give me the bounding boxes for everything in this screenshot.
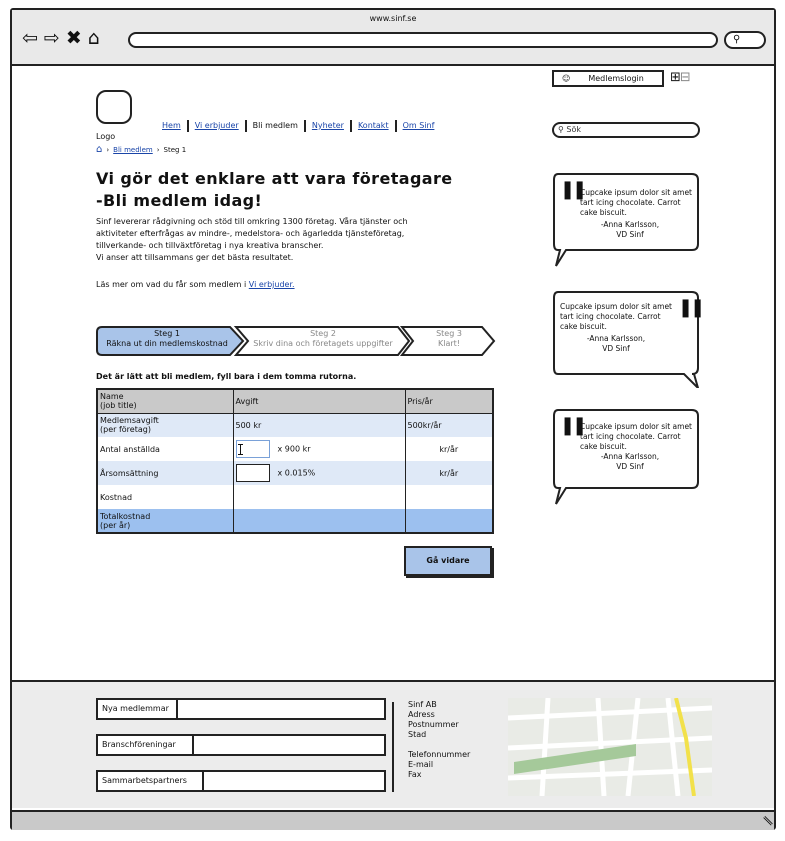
address-bar[interactable] bbox=[128, 32, 718, 48]
intro-text bbox=[96, 216, 506, 264]
read-more-text: Läs mer om vad du får som medlem i bbox=[96, 280, 247, 289]
cost-table bbox=[96, 388, 494, 534]
step-2[interactable] bbox=[246, 329, 400, 349]
arrow-left-icon[interactable]: ⇦ bbox=[22, 27, 38, 49]
quote-author: -Anna Karlsson, VD Sinf bbox=[586, 334, 646, 353]
breadcrumb bbox=[96, 144, 186, 155]
row-label: Antal anställda bbox=[97, 437, 233, 461]
footer-link-label: Sammarbetspartners bbox=[102, 776, 187, 785]
row-label: Kostnad bbox=[97, 485, 233, 509]
divider bbox=[176, 700, 178, 718]
read-more-link[interactable]: Vi erbjuder. bbox=[248, 280, 295, 289]
browser-window bbox=[10, 8, 776, 830]
testimonial-1 bbox=[552, 172, 700, 244]
main-nav bbox=[156, 120, 440, 132]
address-line: Sinf AB bbox=[408, 700, 437, 709]
table-row bbox=[97, 485, 493, 509]
address-line: Telefonnummer bbox=[408, 750, 471, 759]
intro-line: tillverkande- och tillväxtföretag i nya kreativa branscher. bbox=[96, 241, 324, 250]
company-address bbox=[408, 700, 470, 780]
close-icon[interactable]: ✖ bbox=[65, 27, 82, 49]
quote-text: Cupcake ipsum dolor sit amet tart icing chocolate. Carrot cake biscuit. bbox=[580, 422, 693, 451]
member-login-label: Medlemslogin bbox=[588, 74, 644, 83]
step-indicator bbox=[96, 326, 496, 356]
row-avgift: x 900 kr bbox=[277, 444, 311, 454]
footer-link-new-members[interactable] bbox=[96, 698, 386, 720]
quote-icon: ❚❚ bbox=[560, 415, 585, 436]
quote-icon: ❚❚ bbox=[560, 179, 585, 200]
testimonial-2 bbox=[552, 290, 703, 362]
divider bbox=[202, 772, 204, 790]
breadcrumb-current: Steg 1 bbox=[163, 145, 187, 154]
breadcrumb-parent[interactable]: Bli medlem bbox=[113, 145, 153, 154]
home-icon[interactable]: ⌂ bbox=[87, 27, 100, 49]
home-icon[interactable]: ⌂ bbox=[96, 144, 103, 155]
map-graphic bbox=[508, 698, 712, 796]
footer-divider bbox=[392, 702, 394, 792]
table-row-total bbox=[97, 509, 493, 533]
row-pris bbox=[405, 509, 493, 533]
status-bar bbox=[12, 810, 774, 830]
row-pris: 500kr/år bbox=[405, 413, 493, 437]
row-avgift: 500 kr bbox=[233, 413, 405, 437]
turnover-input[interactable] bbox=[236, 464, 270, 482]
address-line: Adress bbox=[408, 710, 435, 719]
row-label: Årsomsättning bbox=[97, 461, 233, 485]
resize-handle-icon[interactable]: ∥ bbox=[760, 813, 774, 828]
nav-about[interactable]: Om Sinf bbox=[402, 121, 435, 130]
table-row bbox=[97, 437, 493, 461]
form-lead: Det är lätt att bli medlem, fyll bara i dem tomma rutorna. bbox=[96, 372, 357, 381]
row-pris: kr/år bbox=[405, 461, 493, 485]
nav-become-member[interactable]: Bli medlem bbox=[247, 120, 306, 132]
grid-icon[interactable]: ⊞ bbox=[670, 70, 680, 85]
browser-chrome bbox=[12, 10, 774, 66]
testimonial-3 bbox=[552, 408, 700, 480]
browser-search-button[interactable] bbox=[724, 31, 766, 49]
row-pris: kr/år bbox=[405, 437, 493, 461]
nav-home[interactable]: Hem bbox=[156, 120, 189, 132]
page-title bbox=[96, 168, 453, 212]
row-avgift: x 0.015% bbox=[277, 468, 316, 478]
step-1[interactable] bbox=[98, 329, 236, 349]
footer-link-trade-associations[interactable] bbox=[96, 734, 386, 756]
table-header: Pris/år bbox=[405, 389, 493, 413]
arrow-right-icon[interactable]: ⇨ bbox=[43, 27, 60, 49]
address-line: E-mail bbox=[408, 760, 434, 769]
read-more bbox=[96, 280, 295, 289]
intro-line: Sinf levererar rådgivning och stöd till omkring 1300 företag. Våra tjänster och bbox=[96, 217, 408, 226]
headline-line2: -Bli medlem idag! bbox=[96, 191, 263, 210]
row-avgift-cell bbox=[233, 461, 405, 485]
logo-label: Logo bbox=[96, 132, 116, 141]
layout-toggle[interactable] bbox=[670, 71, 690, 85]
quote-text: Cupcake ipsum dolor sit amet tart icing chocolate. Carrot cake biscuit. bbox=[580, 188, 693, 217]
chevron-right-icon: › bbox=[106, 145, 110, 154]
table-header: Avgift bbox=[233, 389, 405, 413]
footer bbox=[12, 680, 774, 808]
step-subtitle: Skriv dina och företagets uppgifter bbox=[253, 339, 393, 348]
nav-news[interactable]: Nyheter bbox=[306, 120, 352, 132]
logo[interactable] bbox=[96, 90, 132, 124]
table-row bbox=[97, 413, 493, 437]
quote-author: -Anna Karlsson, VD Sinf bbox=[600, 452, 660, 471]
employees-input[interactable] bbox=[236, 440, 270, 458]
book-icon[interactable]: ⊟ bbox=[679, 70, 690, 85]
row-avgift bbox=[233, 509, 405, 533]
step-3[interactable] bbox=[414, 329, 484, 349]
search-icon: ⚲ bbox=[558, 125, 564, 134]
step-title: Steg 1 bbox=[154, 329, 180, 338]
page-content bbox=[12, 68, 774, 678]
nav-offerings[interactable]: Vi erbjuder bbox=[189, 120, 247, 132]
quote-author: -Anna Karlsson, VD Sinf bbox=[600, 220, 660, 239]
step-title: Steg 3 bbox=[436, 329, 462, 338]
row-label: Medlemsavgift (per företag) bbox=[97, 413, 233, 437]
nav-contact[interactable]: Kontakt bbox=[352, 120, 397, 132]
divider bbox=[192, 736, 194, 754]
footer-link-partners[interactable] bbox=[96, 770, 386, 792]
address-line: Fax bbox=[408, 770, 422, 779]
quote-icon: ❚❚ bbox=[678, 297, 703, 318]
quote-text: Cupcake ipsum dolor sit amet tart icing chocolate. Carrot cake biscuit. bbox=[560, 302, 673, 331]
site-search-input[interactable] bbox=[552, 122, 700, 138]
map[interactable] bbox=[508, 698, 712, 796]
text-cursor-icon bbox=[240, 444, 245, 455]
step-title: Steg 2 bbox=[310, 329, 336, 338]
table-row bbox=[97, 461, 493, 485]
browser-nav bbox=[22, 28, 100, 48]
row-pris bbox=[405, 485, 493, 509]
headline-line1: Vi gör det enklare att vara företagare bbox=[96, 169, 453, 188]
search-placeholder: Sök bbox=[566, 125, 582, 134]
user-icon: ☺ bbox=[562, 74, 571, 83]
step-subtitle: Klart! bbox=[437, 339, 460, 348]
intro-line: aktiviteter efterfrågas av mindre-, medelstora- och ägarledda tjänsteföretag, bbox=[96, 229, 405, 238]
address-spacer bbox=[408, 740, 470, 750]
next-button[interactable]: Gå vidare bbox=[404, 546, 492, 576]
chevron-right-icon: › bbox=[156, 145, 160, 154]
row-avgift bbox=[233, 485, 405, 509]
address-line: Postnummer bbox=[408, 720, 459, 729]
member-login-button[interactable] bbox=[552, 70, 664, 87]
address-line: Stad bbox=[408, 730, 427, 739]
intro-line: Vi anser att tillsammans ger det bästa resultatet. bbox=[96, 253, 294, 262]
search-icon: ⚲ bbox=[733, 34, 741, 45]
footer-link-label: Branschföreningar bbox=[102, 740, 176, 749]
row-label: Totalkostnad (per år) bbox=[97, 509, 233, 533]
footer-link-label: Nya medlemmar bbox=[102, 704, 169, 713]
row-avgift-cell bbox=[233, 437, 405, 461]
url-title: www.sinf.se bbox=[369, 14, 417, 23]
step-subtitle: Räkna ut din medlemskostnad bbox=[106, 339, 228, 348]
table-header: Name (job title) bbox=[97, 389, 233, 413]
